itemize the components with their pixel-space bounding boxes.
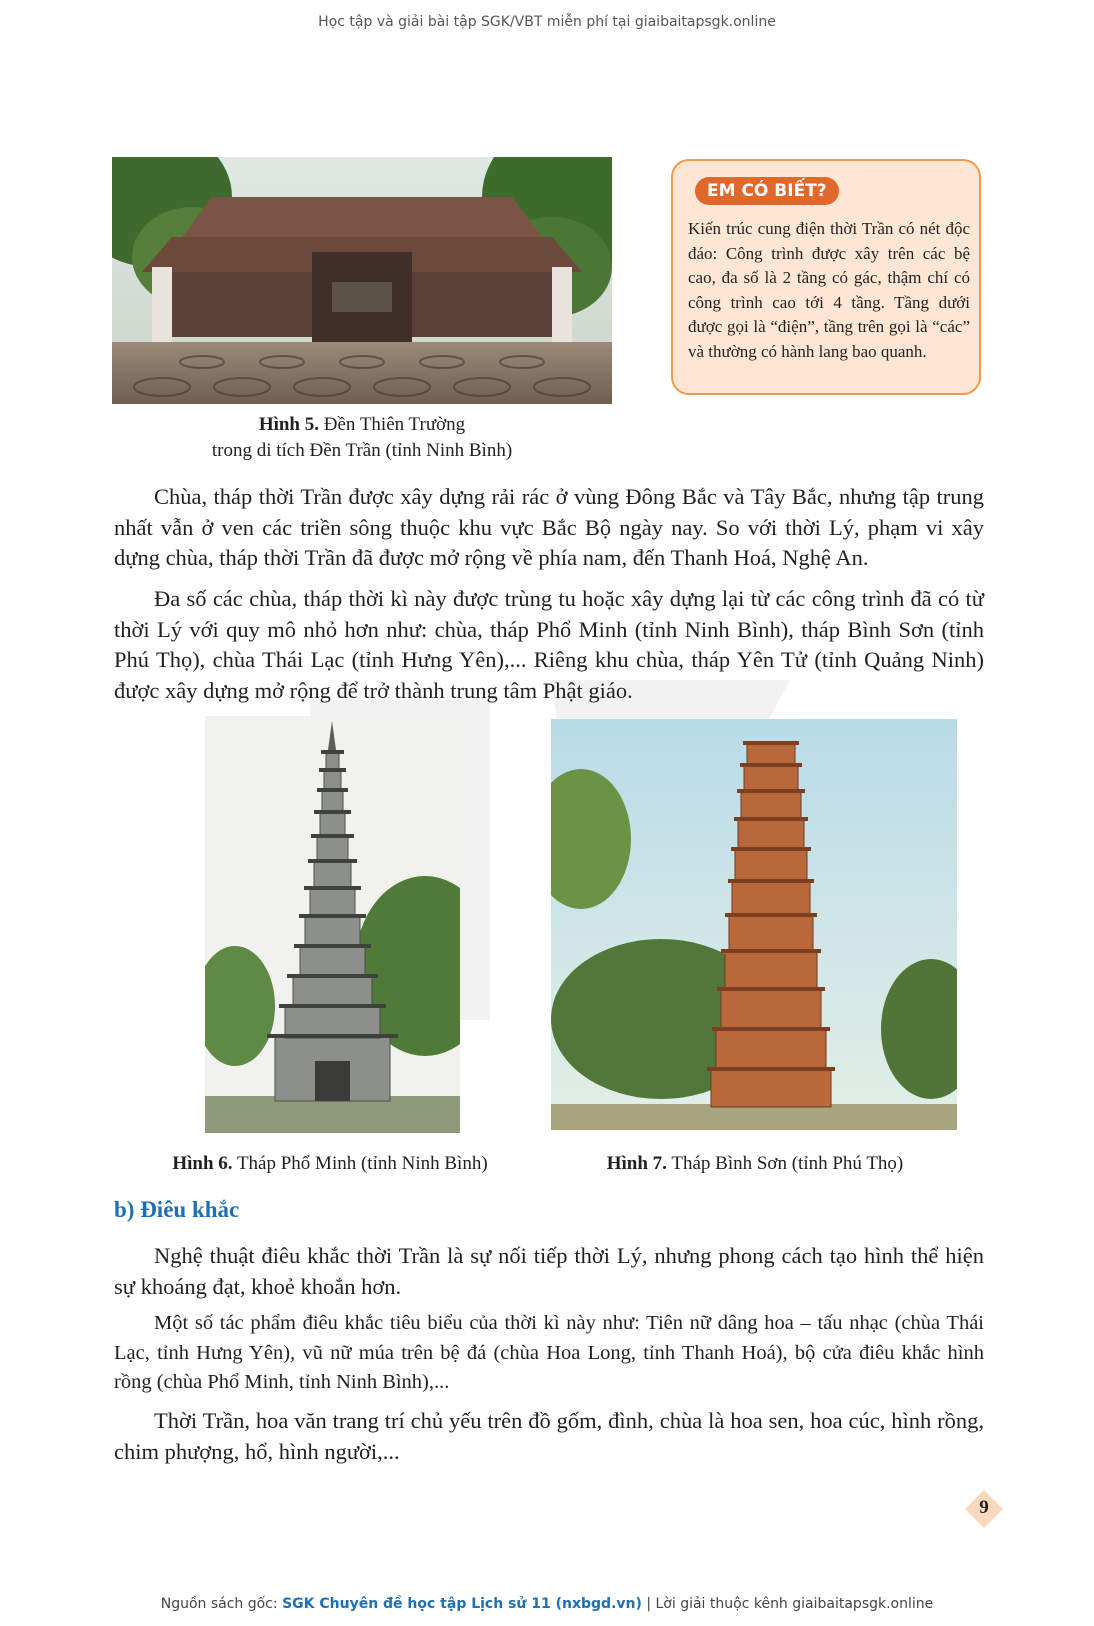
paragraph-sculpture-works: Một số tác phẩm điêu khắc tiêu biểu của thời kì này như: Tiên nữ dâng hoa – tấu nhạc (chùa Thái Lạc, tỉnh Hưng Yên), vũ nữ múa trên bệ đá (chùa Hoa Long, tỉnh Thanh Hoá), bộ cửa điêu khắc hình rồng (chùa Phổ Minh, tỉnh Ninh Bình),... [114,1312,984,1393]
footer-source-link[interactable]: SGK Chuyên đề học tập Lịch sử 11 (nxbgd.vn) [282,1596,642,1612]
figure-5-caption-line1: Đền Thiên Trường [323,414,466,435]
figure-7-caption [555,1151,955,1177]
figure-5-label: Hình 5. [258,414,320,435]
did-you-know-box [671,159,981,395]
section-title-sculpture: b) Điêu khắc [114,1197,240,1222]
page-header: Học tập và giải bài tập SGK/VBT miễn phí tại giaibaitapsgk.online [318,14,776,30]
figure-6-caption-text: Tháp Phổ Minh (tỉnh Ninh Bình) [236,1153,488,1174]
footer-prefix: Nguồn sách gốc: [160,1596,283,1612]
figure-7-binh-son-tower-photo [551,719,957,1130]
page-footer [0,1596,1094,1612]
figure-5-caption [112,412,612,464]
did-you-know-badge: EM CÓ BIẾT? [695,177,839,205]
figure-6-pho-minh-tower-photo [205,716,460,1133]
paragraph-pagodas-restoration: Đa số các chùa, tháp thời kì này được trùng tu hoặc xây dựng lại từ các công trình đã có từ thời Lý với quy mô nhỏ hơn như: chùa, tháp Phổ Minh (tỉnh Ninh Bình), tháp Bình Sơn (tỉnh Phú Thọ), chùa Thái Lạc (tỉnh Hưng Yên),... Riêng khu chùa, tháp Yên Tử (tỉnh Quảng Ninh) được xây dựng mở rộng để trở thành trung tâm Phật giáo. [114,586,984,703]
paragraph-decoration-motifs: Thời Trần, hoa văn trang trí chủ yếu trên đồ gốm, đình, chùa là hoa sen, hoa cúc, hình rồng, chim phượng, hổ, hình người,... [114,1408,984,1464]
figure-6-label: Hình 6. [172,1153,233,1174]
figure-6-caption [130,1151,530,1177]
paragraph-sculpture-style: Nghệ thuật điêu khắc thời Trần là sự nối tiếp thời Lý, nhưng phong cách tạo hình thể hiện sự khoáng đạt, khoẻ khoắn hơn. [114,1243,984,1299]
figure-5-temple-photo [112,157,612,404]
paragraph-pagodas-distribution: Chùa, tháp thời Trần được xây dựng rải rác ở vùng Đông Bắc và Tây Bắc, nhưng tập trung nhất vẫn ở ven các triền sông thuộc khu vực Bắc Bộ ngày nay. So với thời Lý, phạm vi xây dựng chùa, tháp thời Trần đã được mở rộng về phía nam, đến Thanh Hoá, Nghệ An. [114,484,984,570]
did-you-know-text: Kiến trúc cung điện thời Trần có nét độc đáo: Công trình được xây trên các bệ cao, đa số là 2 tầng có gác, thậm chí có công trình cao tới 4 tầng. Tầng dưới được gọi là “điện”, tầng trên gọi là “các” và thường có hành lang bao quanh. [688,219,970,361]
page-number: 9 [979,1497,989,1518]
page-number-badge [964,1489,1004,1529]
footer-suffix: | Lời giải thuộc kênh giaibaitapsgk.online [641,1596,934,1612]
figure-5-caption-line2: trong di tích Đền Trần (tỉnh Ninh Bình) [211,440,513,461]
figure-7-label: Hình 7. [606,1153,667,1174]
figure-7-caption-text: Tháp Bình Sơn (tỉnh Phú Thọ) [671,1153,904,1174]
